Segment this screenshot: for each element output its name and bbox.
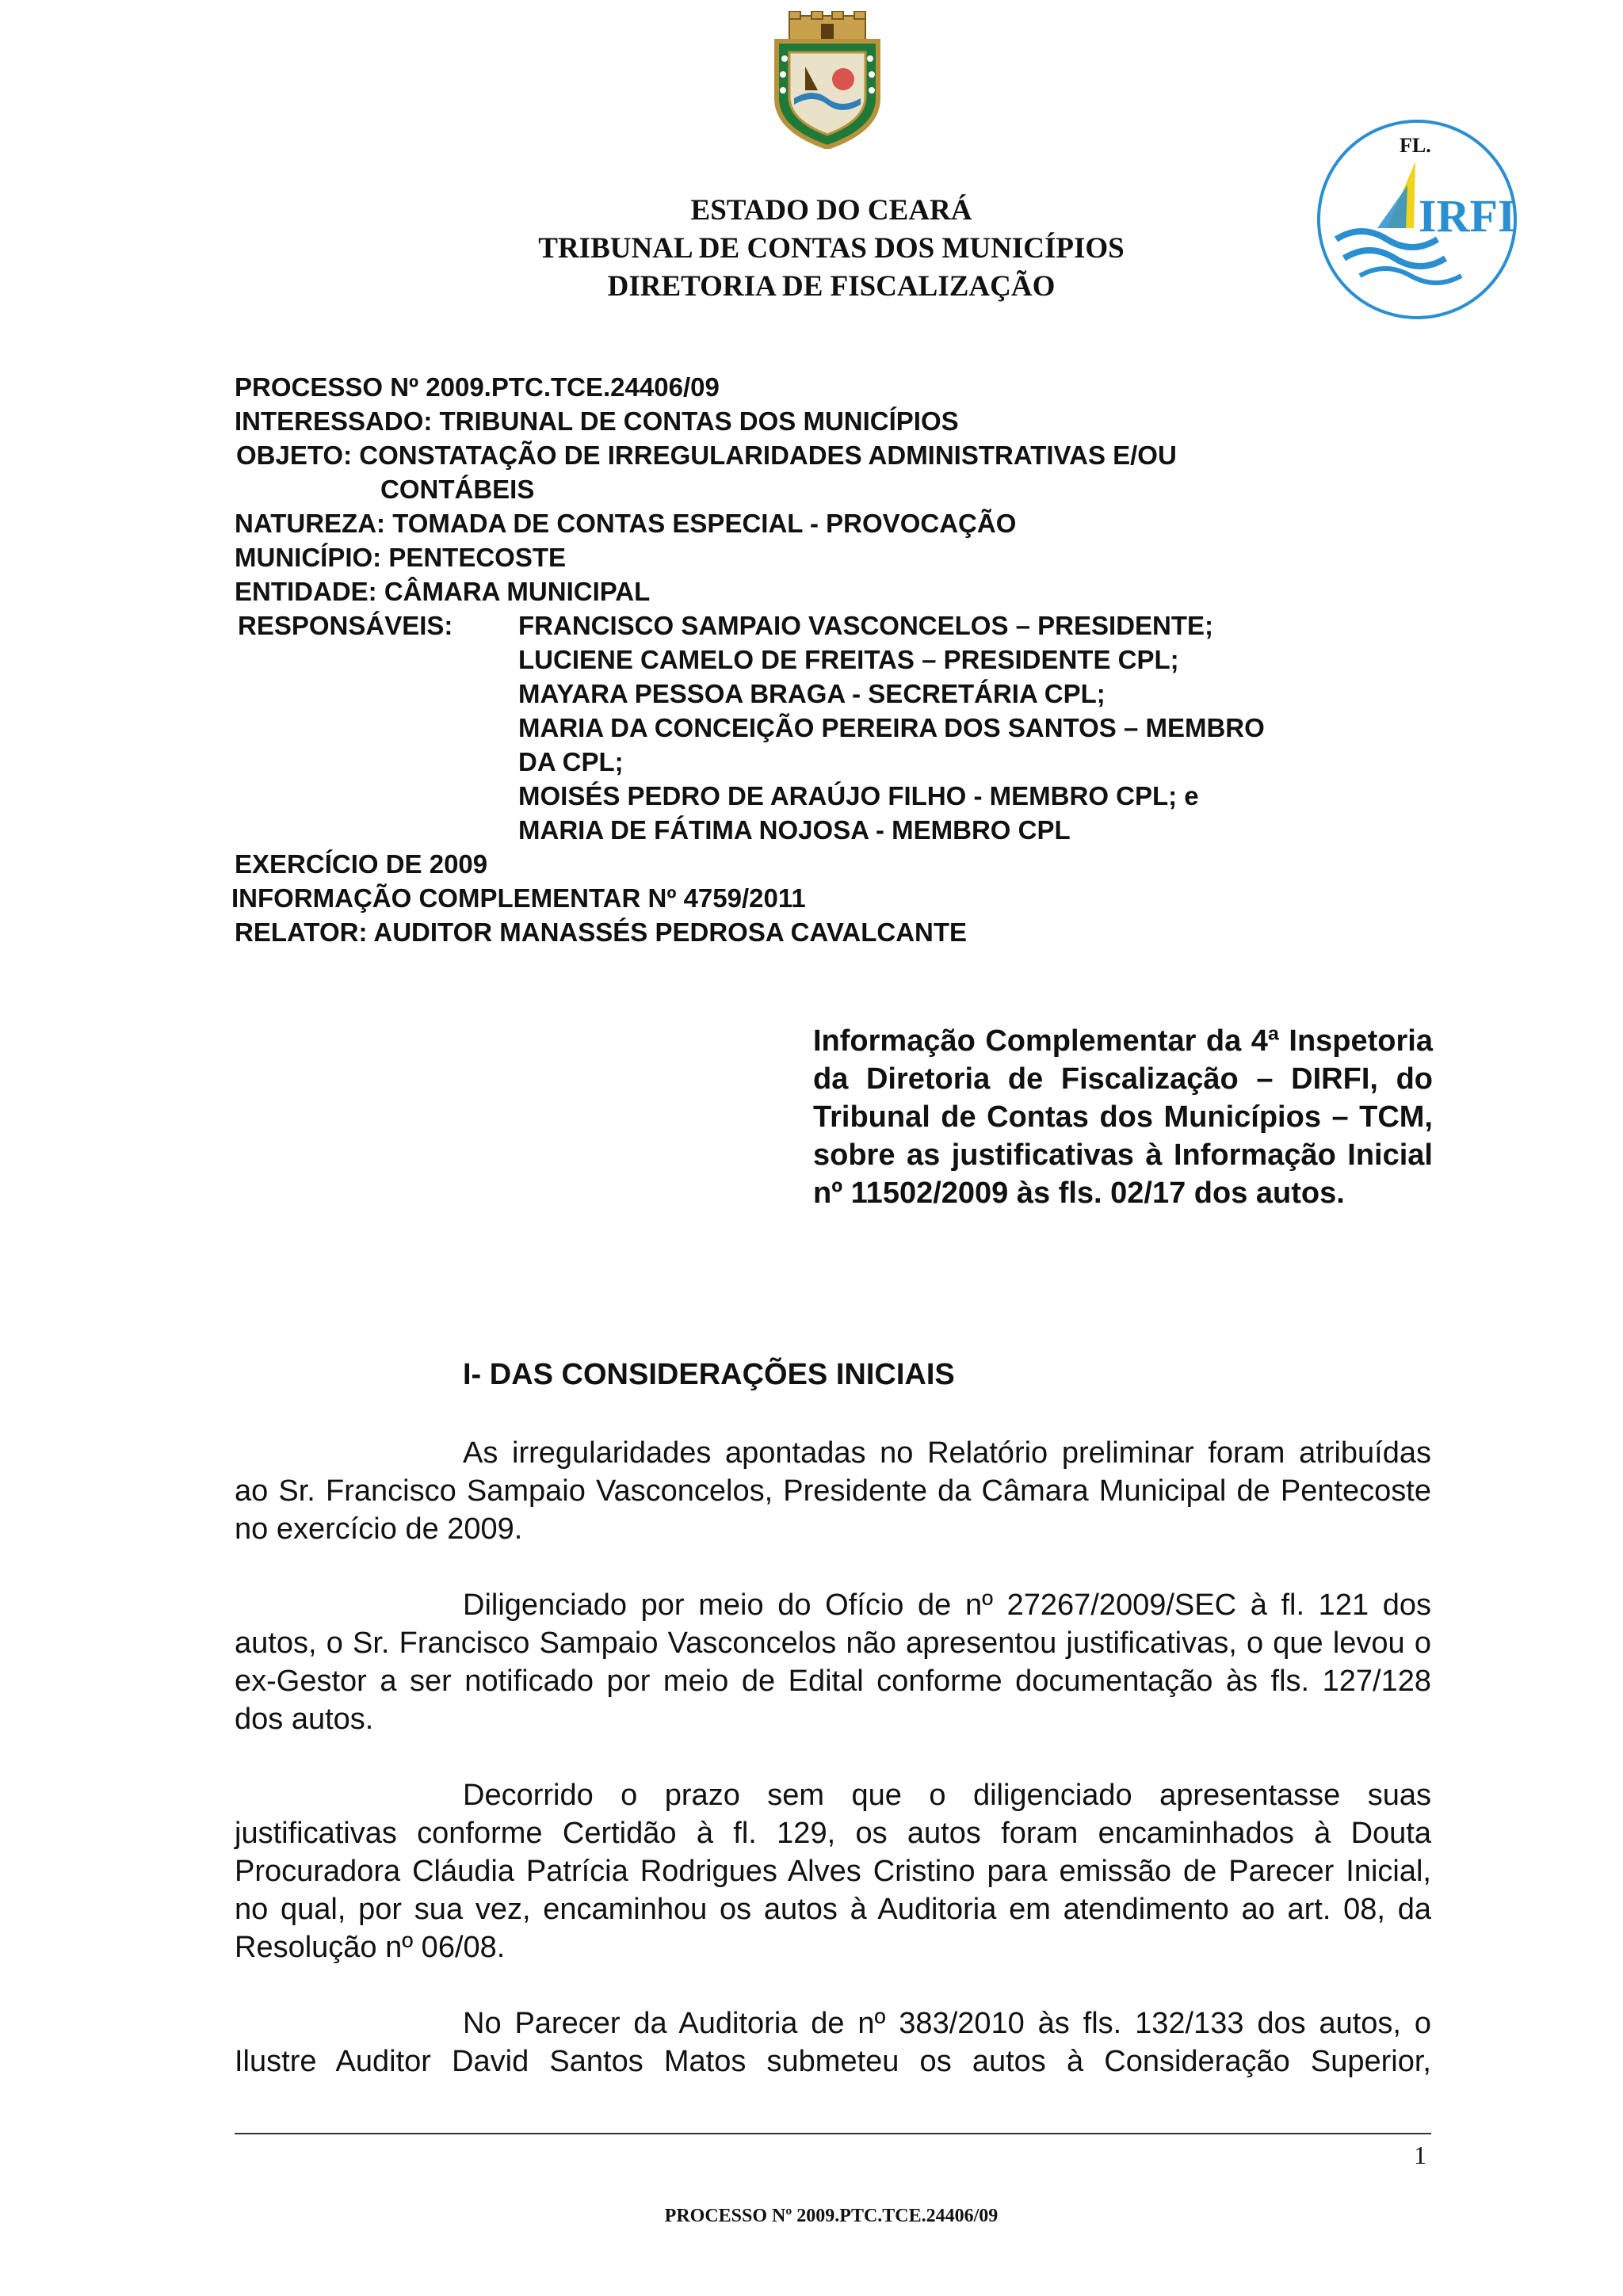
responsavel-item: LUCIENE CAMELO DE FREITAS – PRESIDENTE CPL; <box>518 645 1179 674</box>
paragraph: Diligenciado por meio do Ofício de nº 27267/2009/SEC à fl. 121 dos autos, o Sr. Francisco Sampaio Vasconcelos não apresentou justificativas, o que levou o ex-Gestor a ser notificado por meio de Edital conforme documentação às fls. 127/128 dos autos. <box>235 1589 1431 1736</box>
page-number: 1 <box>1414 2141 1426 2169</box>
section-title: I- DAS CONSIDERAÇÕES INICIAIS <box>463 1358 955 1391</box>
responsavel-item: MAYARA PESSOA BRAGA - SECRETÁRIA CPL; <box>518 679 1106 708</box>
exercicio: EXERCÍCIO DE 2009 <box>235 849 488 879</box>
responsavel-item: MARIA DE FÁTIMA NOJOSA - MEMBRO CPL <box>518 815 1071 845</box>
court-title: TRIBUNAL DE CONTAS DOS MUNICÍPIOS <box>538 232 1125 265</box>
responsavel-item: FRANCISCO SAMPAIO VASCONCELOS – PRESIDENTE; <box>518 611 1214 640</box>
responsavel-item: MARIA DA CONCEIÇÃO PEREIRA DOS SANTOS – MEMBRO <box>518 713 1265 742</box>
header-titles <box>0 192 1623 306</box>
logo-text: IRFI <box>1419 190 1516 242</box>
responsavel-item: MOISÉS PEDRO DE ARAÚJO FILHO - MEMBRO CPL; e <box>518 781 1199 810</box>
paragraph: Decorrido o prazo sem que o diligenciado apresentasse suas justificativas conforme Certidão à fl. 129, os autos foram encaminhados à Douta Procuradora Cláudia Patrícia Rodrigues Alves Cristino para emissão de Parecer Inicial, no qual, por sua vez, encaminhou os autos à Auditoria em atendimento ao art. 08, da Resolução nº 06/08. <box>235 1779 1431 1964</box>
interessado: INTERESSADO: TRIBUNAL DE CONTAS DOS MUNICÍPIOS <box>235 406 959 436</box>
entidade: ENTIDADE: CÂMARA MUNICIPAL <box>235 577 651 606</box>
objeto-line-2: CONTÁBEIS <box>380 475 535 504</box>
municipio: MUNICÍPIO: PENTECOSTE <box>235 543 567 572</box>
stamp-label: FL. <box>1400 134 1431 157</box>
summary-block: Informação Complementar da 4ª Inspetoria da Diretoria de Fiscalização – DIRFI, do Tribunal de Contas dos Municípios – TCM, sobre as justificativas à Informação Inicial nº 11502/2009 às fls. 02/17 dos autos. <box>813 1024 1433 1210</box>
relator: RELATOR: AUDITOR MANASSÉS PEDROSA CAVALCANTE <box>235 917 968 947</box>
natureza: NATUREZA: TOMADA DE CONTAS ESPECIAL - PROVOCAÇÃO <box>235 509 1017 538</box>
responsaveis-label: RESPONSÁVEIS: <box>238 611 453 640</box>
coat-of-arms-icon <box>766 11 889 149</box>
responsavel-item: DA CPL; <box>518 747 624 776</box>
footer-divider <box>235 2133 1431 2134</box>
state-title: ESTADO DO CEARÁ <box>690 194 972 227</box>
paragraph: No Parecer da Auditoria de nº 383/2010 às fls. 132/133 dos autos, o Ilustre Auditor David Santos Matos submeteu os autos à Consideração Superior, <box>235 2007 1431 2078</box>
directorate-title: DIRETORIA DE FISCALIZAÇÃO <box>607 270 1056 303</box>
footer-process-number: PROCESSO Nº 2009.PTC.TCE.24406/09 <box>664 2206 999 2226</box>
informacao-complementar: INFORMAÇÃO COMPLEMENTAR Nº 4759/2011 <box>231 883 806 913</box>
paragraph: As irregularidades apontadas no Relatório preliminar foram atribuídas ao Sr. Francisco Sampaio Vasconcelos, Presidente da Câmara Municipal de Pentecoste no exercício de 2009. <box>235 1436 1431 1546</box>
process-number: PROCESSO Nº 2009.PTC.TCE.24406/09 <box>235 372 720 402</box>
objeto-line-1: OBJETO: CONSTATAÇÃO DE IRREGULARIDADES ADMINISTRATIVAS E/OU <box>236 441 1177 470</box>
